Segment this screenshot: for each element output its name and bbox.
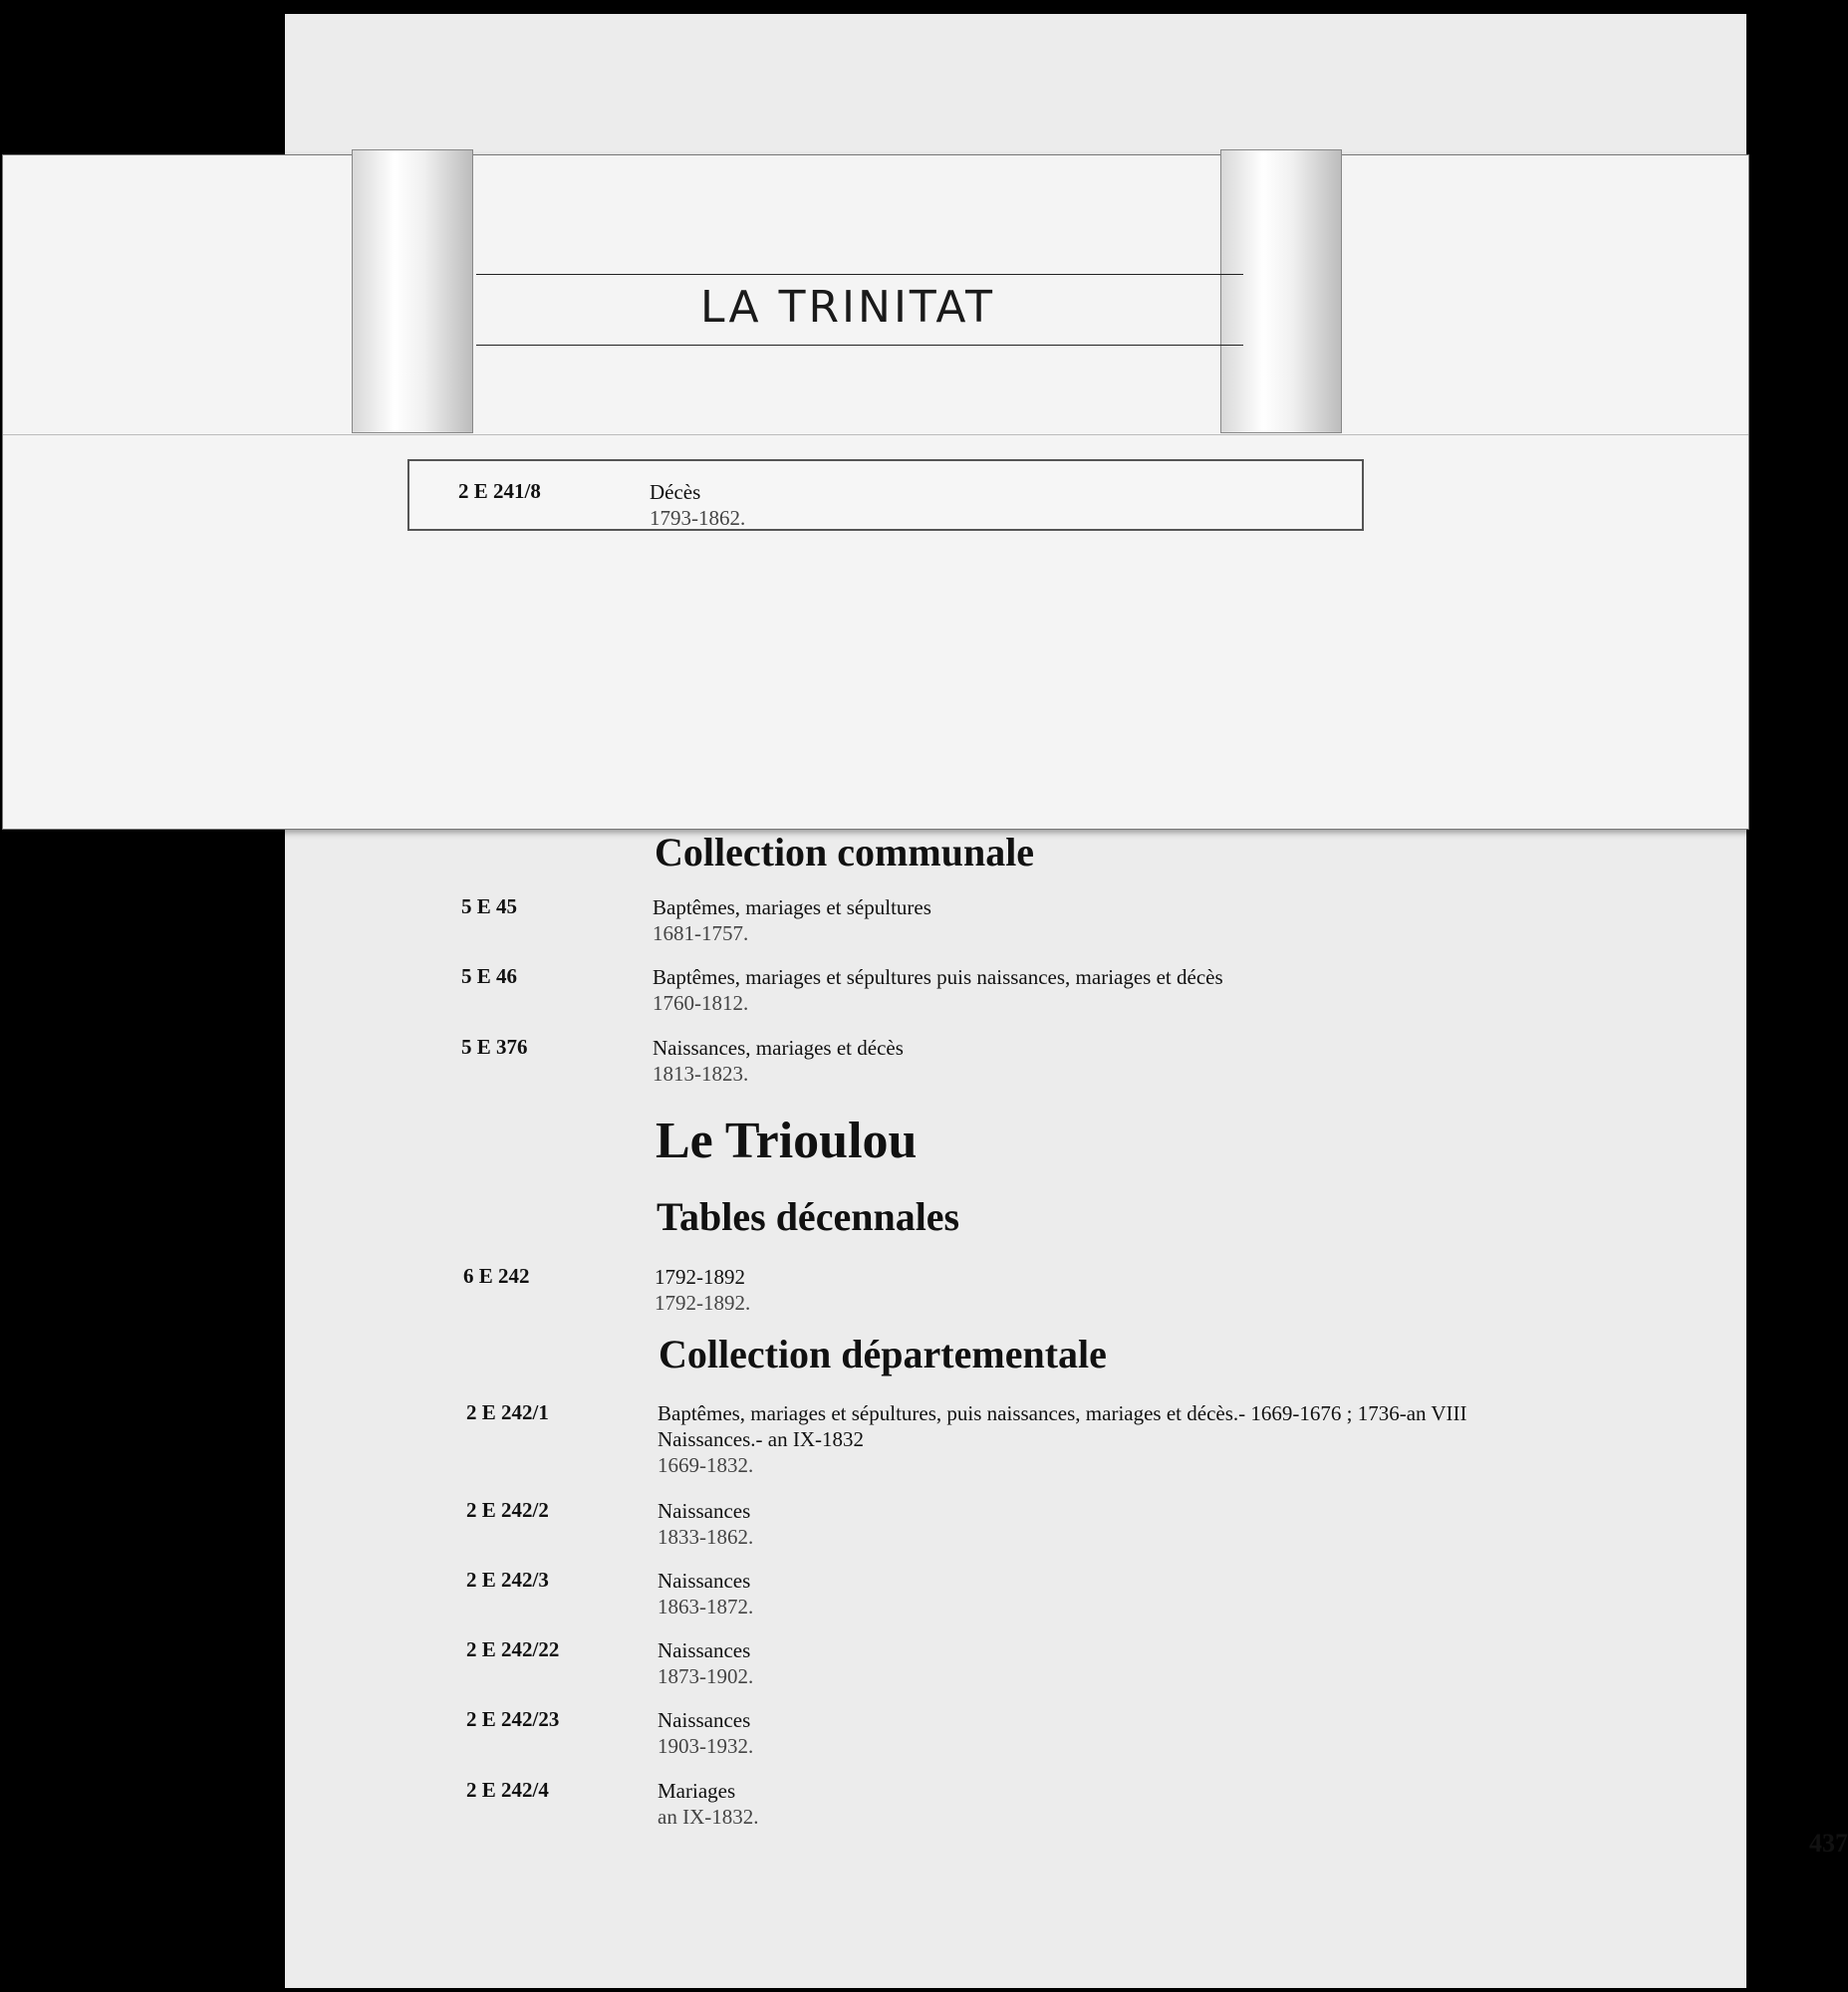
heading-collection-departementale: Collection départementale — [659, 1332, 1107, 1376]
entry-code: 5 E 45 — [461, 894, 518, 918]
heading-collection-communale: Collection communale — [655, 830, 1035, 874]
entry-dates: 1681-1757. — [653, 921, 749, 945]
entry-title: Décès — [650, 480, 701, 504]
entry-title: Baptêmes, mariages et sépultures puis naissances, mariages et décès — [653, 965, 1223, 989]
entry-dates: 1813-1823. — [653, 1062, 749, 1086]
flap-entry-box — [407, 459, 1364, 531]
entry-dates: 1873-1902. — [658, 1664, 754, 1688]
entry-description — [653, 964, 1223, 1016]
entry-title: Naissances — [658, 1638, 751, 1662]
entry-title: Baptêmes, mariages et sépultures, puis naissances, mariages et décès.- 1669-1676 ; 1736-an VIII — [658, 1401, 1467, 1425]
entry-description — [653, 1035, 904, 1087]
entry-code: 2 E 242/22 — [466, 1637, 560, 1661]
entry-code: 2 E 241/8 — [458, 479, 541, 503]
entry-title: Naissances, mariages et décès — [653, 1036, 904, 1060]
label-line-bottom — [476, 345, 1243, 346]
entry-title: Baptêmes, mariages et sépultures — [653, 895, 931, 919]
entry-dates: 1833-1862. — [658, 1525, 754, 1549]
entry-dates: 1903-1932. — [658, 1734, 754, 1758]
entry-code: 6 E 242 — [463, 1264, 530, 1288]
entry-subtitle: Naissances.- an IX-1832 — [658, 1427, 865, 1451]
entry-dates: 1863-1872. — [658, 1595, 754, 1618]
page-number: 437 — [1809, 1829, 1848, 1858]
entry-code: 2 E 242/23 — [466, 1707, 560, 1731]
entry-description — [658, 1400, 1467, 1478]
entry-title: Mariages — [658, 1779, 736, 1803]
tape-strip-right — [1220, 149, 1342, 433]
flap-label: LA TRINITAT — [700, 282, 995, 333]
entry-description — [658, 1568, 753, 1619]
entry-description — [655, 1264, 750, 1316]
entry-dates: 1760-1812. — [653, 991, 749, 1015]
entry-code: 5 E 376 — [461, 1035, 528, 1059]
label-line-top — [476, 274, 1243, 275]
entry-dates: an IX-1832. — [658, 1805, 759, 1829]
entry-description — [650, 479, 745, 531]
entry-code: 2 E 242/4 — [466, 1778, 549, 1802]
entry-dates: 1792-1892. — [655, 1291, 751, 1315]
entry-code: 2 E 242/2 — [466, 1498, 549, 1522]
entry-dates: 1669-1832. — [658, 1453, 754, 1477]
entry-title: Naissances — [658, 1499, 751, 1523]
heading-tables-decennales: Tables décennales — [657, 1194, 960, 1239]
entry-description — [658, 1498, 753, 1550]
entry-code: 2 E 242/3 — [466, 1568, 549, 1592]
tape-strip-left — [352, 149, 473, 433]
entry-description — [658, 1637, 753, 1689]
entry-description — [658, 1707, 753, 1759]
pasted-flap — [2, 154, 1749, 830]
entry-title: Naissances — [658, 1708, 751, 1732]
entry-code: 2 E 242/1 — [466, 1400, 549, 1424]
entry-description — [658, 1778, 758, 1830]
entry-dates: 1793-1862. — [650, 506, 746, 530]
flap-fold-line — [3, 434, 1748, 435]
entry-title: 1792-1892 — [655, 1265, 745, 1289]
commune-title: Le Trioulou — [656, 1113, 918, 1169]
entry-title: Naissances — [658, 1569, 751, 1593]
entry-code: 5 E 46 — [461, 964, 518, 988]
entry-description — [653, 894, 931, 946]
